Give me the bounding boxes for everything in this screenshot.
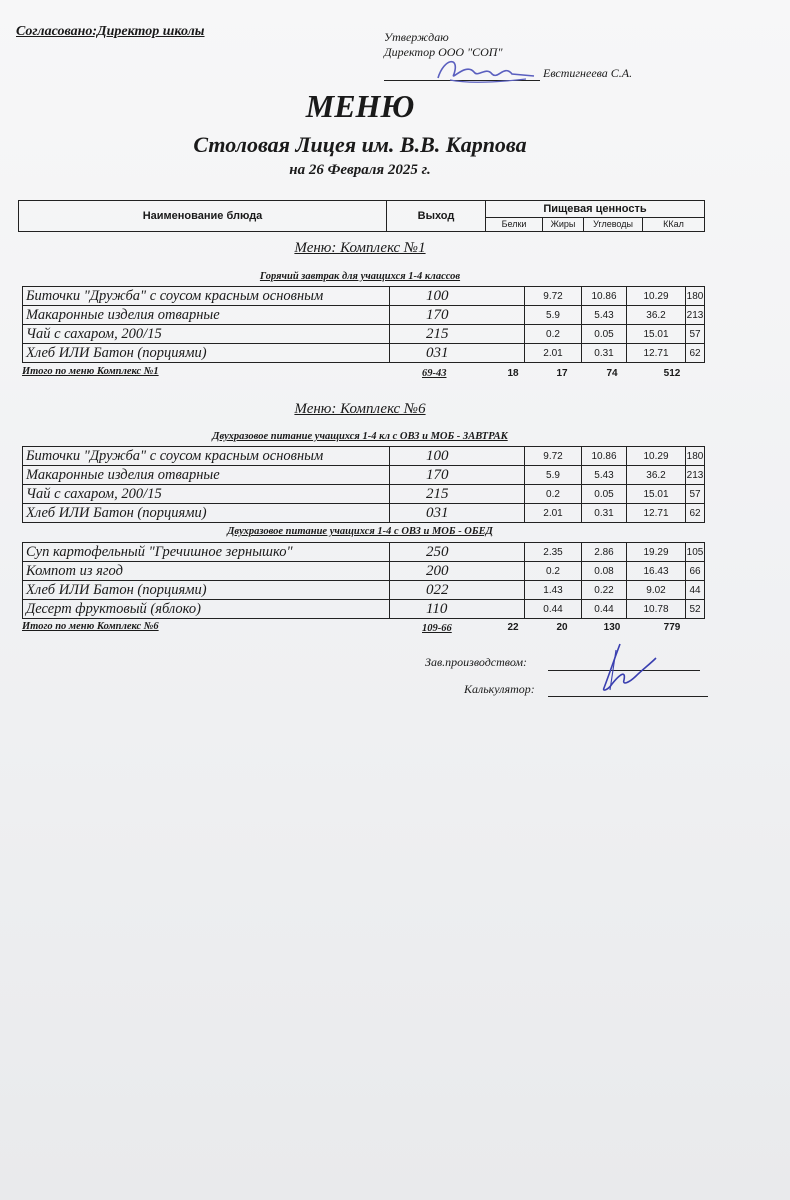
dish-output: 100 [390,287,525,306]
approve-label: Утверждаю [384,30,449,44]
dish-output: 170 [390,466,525,485]
dish-carbs: 36.2 [627,466,686,485]
table-row [23,344,705,363]
dish-name: Чай с сахаром, 200/15 [23,325,390,344]
dish-fats: 0.22 [582,581,627,600]
dish-proteins: 2.01 [525,344,582,363]
complex1-total-output: 69-43 [422,368,447,379]
dish-kcal: 66 [686,562,705,581]
dish-output: 100 [390,447,525,466]
dish-output: 170 [390,306,525,325]
dish-kcal: 180 [686,447,705,466]
dish-proteins: 0.2 [525,325,582,344]
dish-fats: 5.43 [582,466,627,485]
dish-output: 250 [390,543,525,562]
table-row [23,600,705,619]
dish-carbs: 10.29 [627,447,686,466]
dish-kcal: 57 [686,485,705,504]
dish-fats: 0.05 [582,325,627,344]
table-row [23,306,705,325]
complex1-total-proteins: 18 [507,368,519,379]
dish-name: Биточки "Дружба" с соусом красным основным [23,447,390,466]
calc-label: Калькулятор: [464,682,535,696]
complex1-total-kcal: 512 [663,368,681,379]
dish-fats: 0.31 [582,504,627,523]
complex1-total-carbs: 74 [606,368,618,379]
col-output: Выход [387,201,486,232]
dish-proteins: 9.72 [525,447,582,466]
table-row [23,466,705,485]
dish-fats: 0.31 [582,344,627,363]
approver-name: Евстигнеева С.А. [543,66,633,80]
dish-carbs: 9.02 [627,581,686,600]
table-row [23,287,705,306]
dish-kcal: 105 [686,543,705,562]
dish-kcal: 57 [686,325,705,344]
dish-name: Чай с сахаром, 200/15 [23,485,390,504]
dish-fats: 0.05 [582,485,627,504]
dish-name: Макаронные изделия отварные [23,306,390,325]
complex1-group: Горячий завтрак для учащихся 1-4 классов [259,271,461,282]
dish-kcal: 62 [686,344,705,363]
dish-proteins: 0.2 [525,562,582,581]
dish-output: 031 [390,344,525,363]
dish-proteins: 0.2 [525,485,582,504]
dish-carbs: 10.78 [627,600,686,619]
complex1-table [22,286,705,363]
dish-output: 022 [390,581,525,600]
complex6-group-breakfast: Двухразовое питание учащихся 1-4 кл с ОВЗ и МОБ - ЗАВТРАК [212,431,508,442]
dish-name: Биточки "Дружба" с соусом красным основным [23,287,390,306]
dish-proteins: 5.9 [525,306,582,325]
dish-fats: 10.86 [582,287,627,306]
complex6-breakfast-table [22,446,705,523]
complex1-title: Меню: Комплекс №1 [294,240,426,256]
col-kcal: ККал [643,217,705,231]
dish-carbs: 12.71 [627,504,686,523]
dish-proteins: 9.72 [525,287,582,306]
dish-kcal: 213 [686,466,705,485]
dish-fats: 2.86 [582,543,627,562]
dish-carbs: 15.01 [627,485,686,504]
dish-name: Макаронные изделия отварные [23,466,390,485]
calc-signature-line [548,696,708,697]
dish-kcal: 62 [686,504,705,523]
table-row [23,504,705,523]
col-nutrition: Пищевая ценность [486,201,705,218]
dish-kcal: 180 [686,287,705,306]
complex6-total-fats: 20 [556,622,568,633]
dish-carbs: 36.2 [627,306,686,325]
table-row [23,447,705,466]
dish-kcal: 52 [686,600,705,619]
dish-output: 215 [390,485,525,504]
table-row [23,485,705,504]
director-signature-icon [430,52,540,86]
table-header [18,200,705,232]
complex6-group-lunch: Двухразовое питание учащихся 1-4 с ОВЗ и МОБ - ОБЕД [227,526,493,537]
col-carbs: Углеводы [584,217,643,231]
dish-output: 031 [390,504,525,523]
page-subtitle: Столовая Лицея им. В.В. Карпова [193,132,527,157]
dish-carbs: 19.29 [627,543,686,562]
dish-name: Компот из ягод [23,562,390,581]
complex6-total-output: 109-66 [422,623,452,634]
complex6-total-label: Итого по меню Комплекс №6 [22,621,159,632]
complex6-total-kcal: 779 [663,622,681,633]
dish-carbs: 16.43 [627,562,686,581]
dish-name: Хлеб ИЛИ Батон (порциями) [23,504,390,523]
complex6-title: Меню: Комплекс №6 [294,401,426,417]
dish-proteins: 2.35 [525,543,582,562]
dish-fats: 5.43 [582,306,627,325]
page-title: МЕНЮ [305,88,415,124]
dish-fats: 0.08 [582,562,627,581]
approve-role: Директор ООО "СОП" [384,45,503,59]
col-dish: Наименование блюда [19,201,387,232]
dish-name: Десерт фруктовый (яблоко) [23,600,390,619]
dish-name: Суп картофельный "Гречишное зернышко" [23,543,390,562]
dish-kcal: 213 [686,306,705,325]
dish-name: Хлеб ИЛИ Батон (порциями) [23,344,390,363]
table-row [23,562,705,581]
dish-carbs: 10.29 [627,287,686,306]
dish-proteins: 1.43 [525,581,582,600]
complex6-lunch-table [22,542,705,619]
dish-proteins: 2.01 [525,504,582,523]
dish-proteins: 0.44 [525,600,582,619]
dish-output: 110 [390,600,525,619]
dish-carbs: 12.71 [627,344,686,363]
dish-fats: 0.44 [582,600,627,619]
col-fats: Жиры [543,217,584,231]
dish-name: Хлеб ИЛИ Батон (порциями) [23,581,390,600]
complex6-total-carbs: 130 [603,622,621,633]
dish-fats: 10.86 [582,447,627,466]
dish-kcal: 44 [686,581,705,600]
production-label: Зав.производством: [425,655,528,669]
complex6-total-proteins: 22 [507,622,519,633]
dish-output: 200 [390,562,525,581]
table-row [23,325,705,344]
menu-date: на 26 Февраля 2025 г. [289,162,431,178]
dish-proteins: 5.9 [525,466,582,485]
approved-by-director: Согласовано:Директор школы [16,24,205,39]
complex1-total-fats: 17 [556,368,568,379]
complex1-total-label: Итого по меню Комплекс №1 [22,366,159,377]
dish-output: 215 [390,325,525,344]
table-row [23,543,705,562]
dish-carbs: 15.01 [627,325,686,344]
production-signature-icon [590,640,660,696]
col-proteins: Белки [486,217,543,231]
table-row [23,581,705,600]
